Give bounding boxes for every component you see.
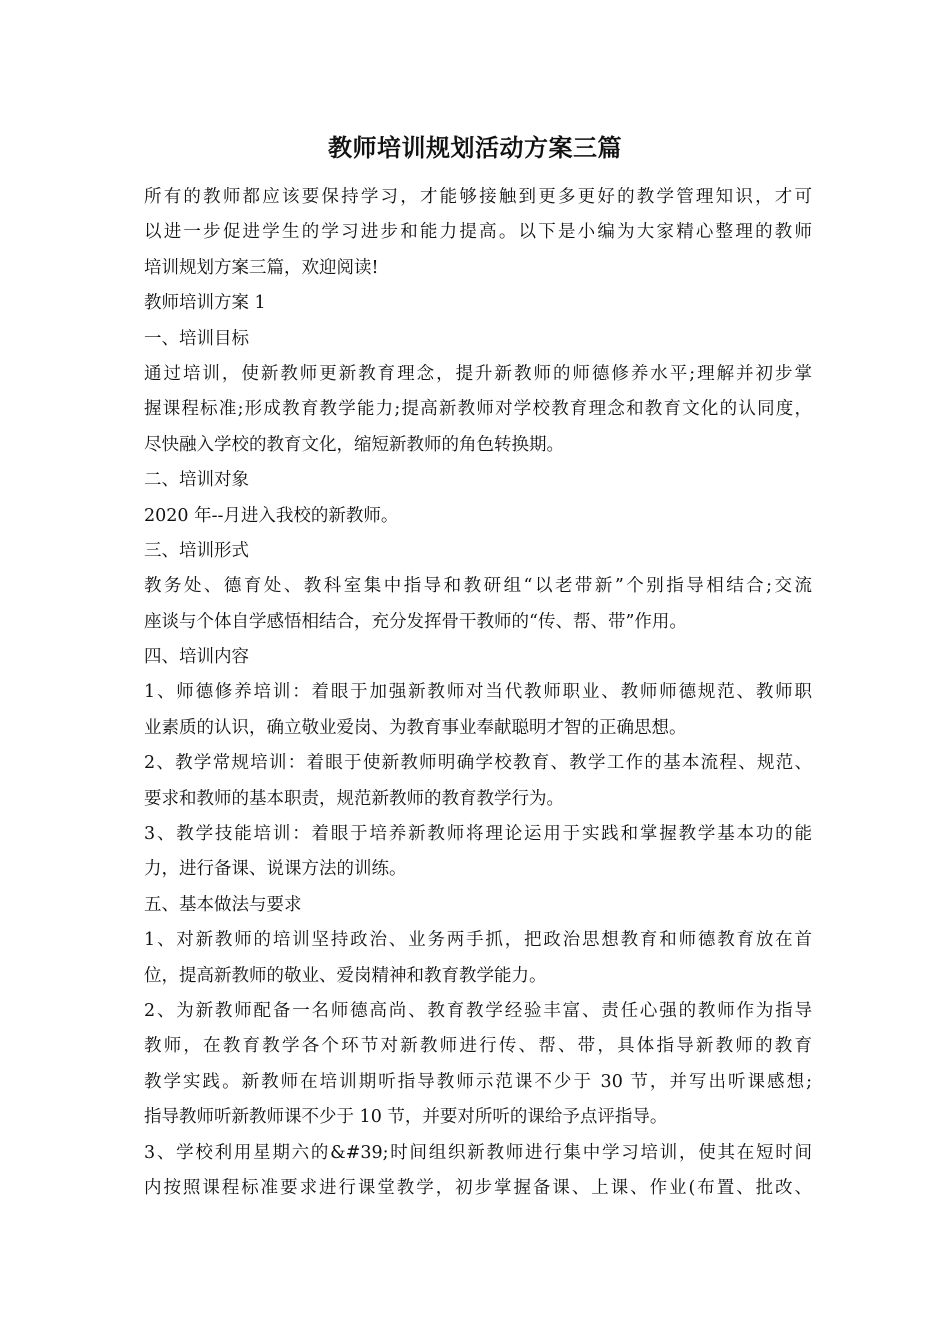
document-line: 以进一步促进学生的学习进步和能力提高。以下是小编为大家精心整理的教师 [144, 222, 812, 243]
document-line: 业素质的认识，确立敬业爱岗、为教育事业奉献聪明才智的正确思想。 [144, 717, 687, 738]
document-line: 五、基本做法与要求 [144, 894, 302, 915]
document-line: 培训规划方案三篇，欢迎阅读! [144, 257, 379, 278]
document-line: 内按照课程标准要求进行课堂教学，初步掌握备课、上课、作业(布置、批改、 [144, 1177, 812, 1198]
document-line: 1、对新教师的培训坚持政治、业务两手抓，把政治思想教育和师德教育放在首 [144, 930, 812, 951]
document-line: 教学实践。新教师在培训期听指导教师示范课不少于 30 节，并写出听课感想; [144, 1071, 812, 1092]
document-title: 教师培训规划活动方案三篇 [328, 133, 622, 162]
document-line: 一、培训目标 [144, 328, 249, 349]
document-line: 握课程标准;形成教育教学能力;提高新教师对学校教育理念和教育文化的认同度， [144, 399, 812, 420]
document-line: 1、师德修养培训：着眼于加强新教师对当代教师职业、教师师德规范、教师职 [144, 682, 812, 703]
document-line: 二、培训对象 [144, 470, 249, 491]
document-line: 要求和教师的基本职责，规范新教师的教育教学行为。 [144, 788, 564, 809]
document-line: 2020 年--月进入我校的新教师。 [144, 505, 399, 526]
document-line: 2、教学常规培训：着眼于使新教师明确学校教育、教学工作的基本流程、规范、 [144, 753, 812, 774]
document-line: 尽快融入学校的教育文化，缩短新教师的角色转换期。 [144, 434, 564, 455]
document-line: 2、为新教师配备一名师德高尚、教育教学经验丰富、责任心强的教师作为指导 [144, 1000, 812, 1021]
document-line: 3、教学技能培训：着眼于培养新教师将理论运用于实践和掌握教学基本功的能 [144, 824, 812, 845]
document-body [144, 180, 812, 1206]
document-line: 三、培训形式 [144, 540, 249, 561]
document-line: 教师培训方案 1 [144, 293, 266, 314]
document-line: 教师，在教育教学各个环节对新教师进行传、帮、带，具体指导新教师的教育 [144, 1036, 812, 1057]
document-line: 座谈与个体自学感悟相结合，充分发挥骨干教师的“传、帮、带”作用。 [144, 611, 687, 632]
document-line: 四、培训内容 [144, 647, 249, 668]
document-line: 位，提高新教师的敬业、爱岗精神和教育教学能力。 [144, 965, 547, 986]
document-line: 所有的教师都应该要保持学习，才能够接触到更多更好的教学管理知识，才可 [144, 187, 812, 207]
document-line: 力，进行备课、说课方法的训练。 [144, 859, 407, 880]
document-line: 3、学校利用星期六的&#39;时间组织新教师进行集中学习培训，使其在短时间 [144, 1142, 812, 1163]
document-line: 教务处、德育处、教科室集中指导和教研组“以老带新”个别指导相结合;交流 [144, 576, 812, 597]
document-line: 通过培训，使新教师更新教育理念，提升新教师的师德修养水平;理解并初步掌 [144, 363, 812, 384]
document-line: 指导教师听新教师课不少于 10 节，并要对所听的课给予点评指导。 [144, 1107, 668, 1128]
